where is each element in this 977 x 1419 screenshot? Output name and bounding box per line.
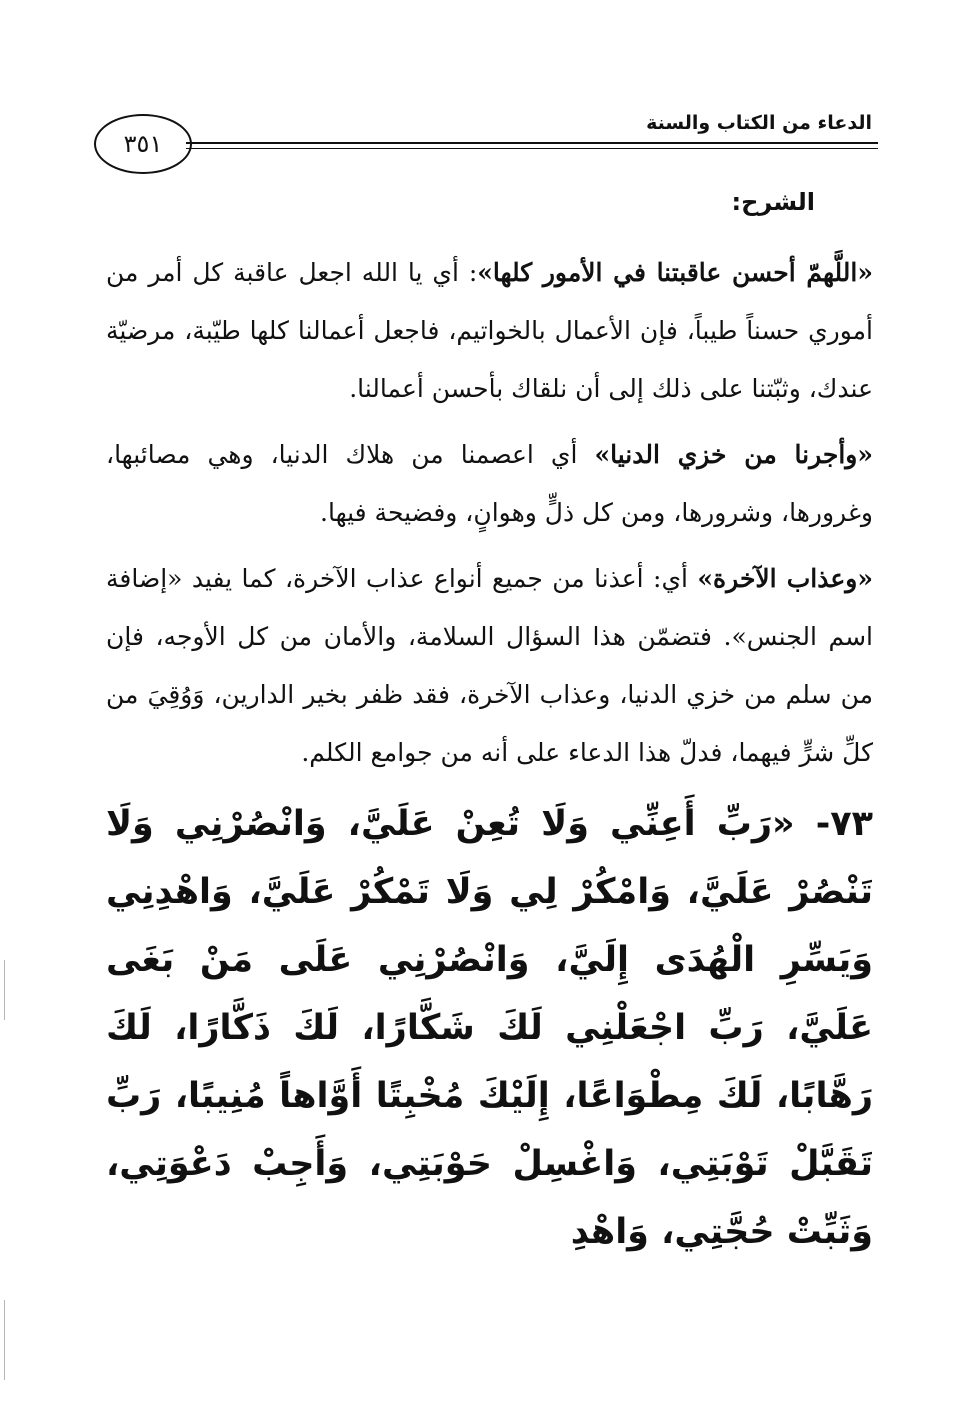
paragraph	[106, 426, 873, 542]
page-number-badge	[94, 114, 192, 174]
quoted-phrase: «وعذاب الآخرة»	[697, 564, 873, 593]
quoted-phrase: «اللَّهمّ أحسن عاقبتنا في الأمور كلها»	[477, 258, 873, 287]
quoted-phrase: «وأجرنا من خزي الدنيا»	[594, 440, 873, 469]
page-content	[106, 180, 873, 1266]
paragraph	[106, 550, 873, 782]
section-title: الشرح:	[731, 188, 815, 216]
paragraph-text: : أي يا الله اجعل عاقبة كل أمر من أموري حسناً طيباً، فإن الأعمال بالخواتيم، فاجعل أعمالنا كلها طيّبة، مرضيّة عندك، وثبّتنا على ذلك إلى أن نلقاك بأحسن أعمالنا.	[106, 258, 873, 403]
header-rule	[186, 142, 878, 149]
running-title: الدعاء من الكتاب والسنة	[646, 112, 872, 134]
paragraph-text: أي: أعذنا من جميع أنواع عذاب الآخرة، كما يفيد «إضافة اسم الجنس». فتضمّن هذا السؤال السلامة، والأمان من كل الأوجه، فإن من سلم من خزي الدنيا، وعذاب الآخرة، فقد ظفر بخير الدارين، وَوُقِيَ من كلِّ شرٍّ فيهما، فدلّ هذا الدعاء على أنه من جوامع الكلم.	[106, 564, 873, 767]
scan-edge-line	[4, 960, 5, 1020]
page-number: ٣٥١	[123, 130, 163, 158]
scan-edge-line	[4, 1300, 5, 1380]
paragraph-text: أي اعصمنا من هلاك الدنيا، وهي مصائبها، وغرورها، وشرورها، ومن كل ذلٍّ وهوانٍ، وفضيحة فيها.	[106, 440, 873, 527]
dua-text: ٧٣- «رَبِّ أَعِنِّي وَلَا تُعِنْ عَلَيَّ، وَانْصُرْنِي وَلَا تَنْصُرْ عَلَيَّ، وَامْكُرْ لِي وَلَا تَمْكُرْ عَلَيَّ، وَاهْدِنِي وَيَسِّرِ الْهُدَى إِلَيَّ، وَانْصُرْنِي عَلَى مَنْ بَغَى عَلَيَّ، رَبِّ اجْعَلْنِي لَكَ شَكَّارًا، لَكَ ذَكَّارًا، لَكَ رَهَّابًا، لَكَ مِطْوَاعًا، إِلَيْكَ مُخْبِتًا أَوَّاهاً مُنِيبًا، رَبِّ تَقَبَّلْ تَوْبَتِي، وَاغْسِلْ حَوْبَتِي، وَأَجِبْ دَعْوَتِي، وَثَبِّتْ حُجَّتِي، وَاهْدِ	[106, 804, 873, 1252]
paragraph	[106, 244, 873, 418]
